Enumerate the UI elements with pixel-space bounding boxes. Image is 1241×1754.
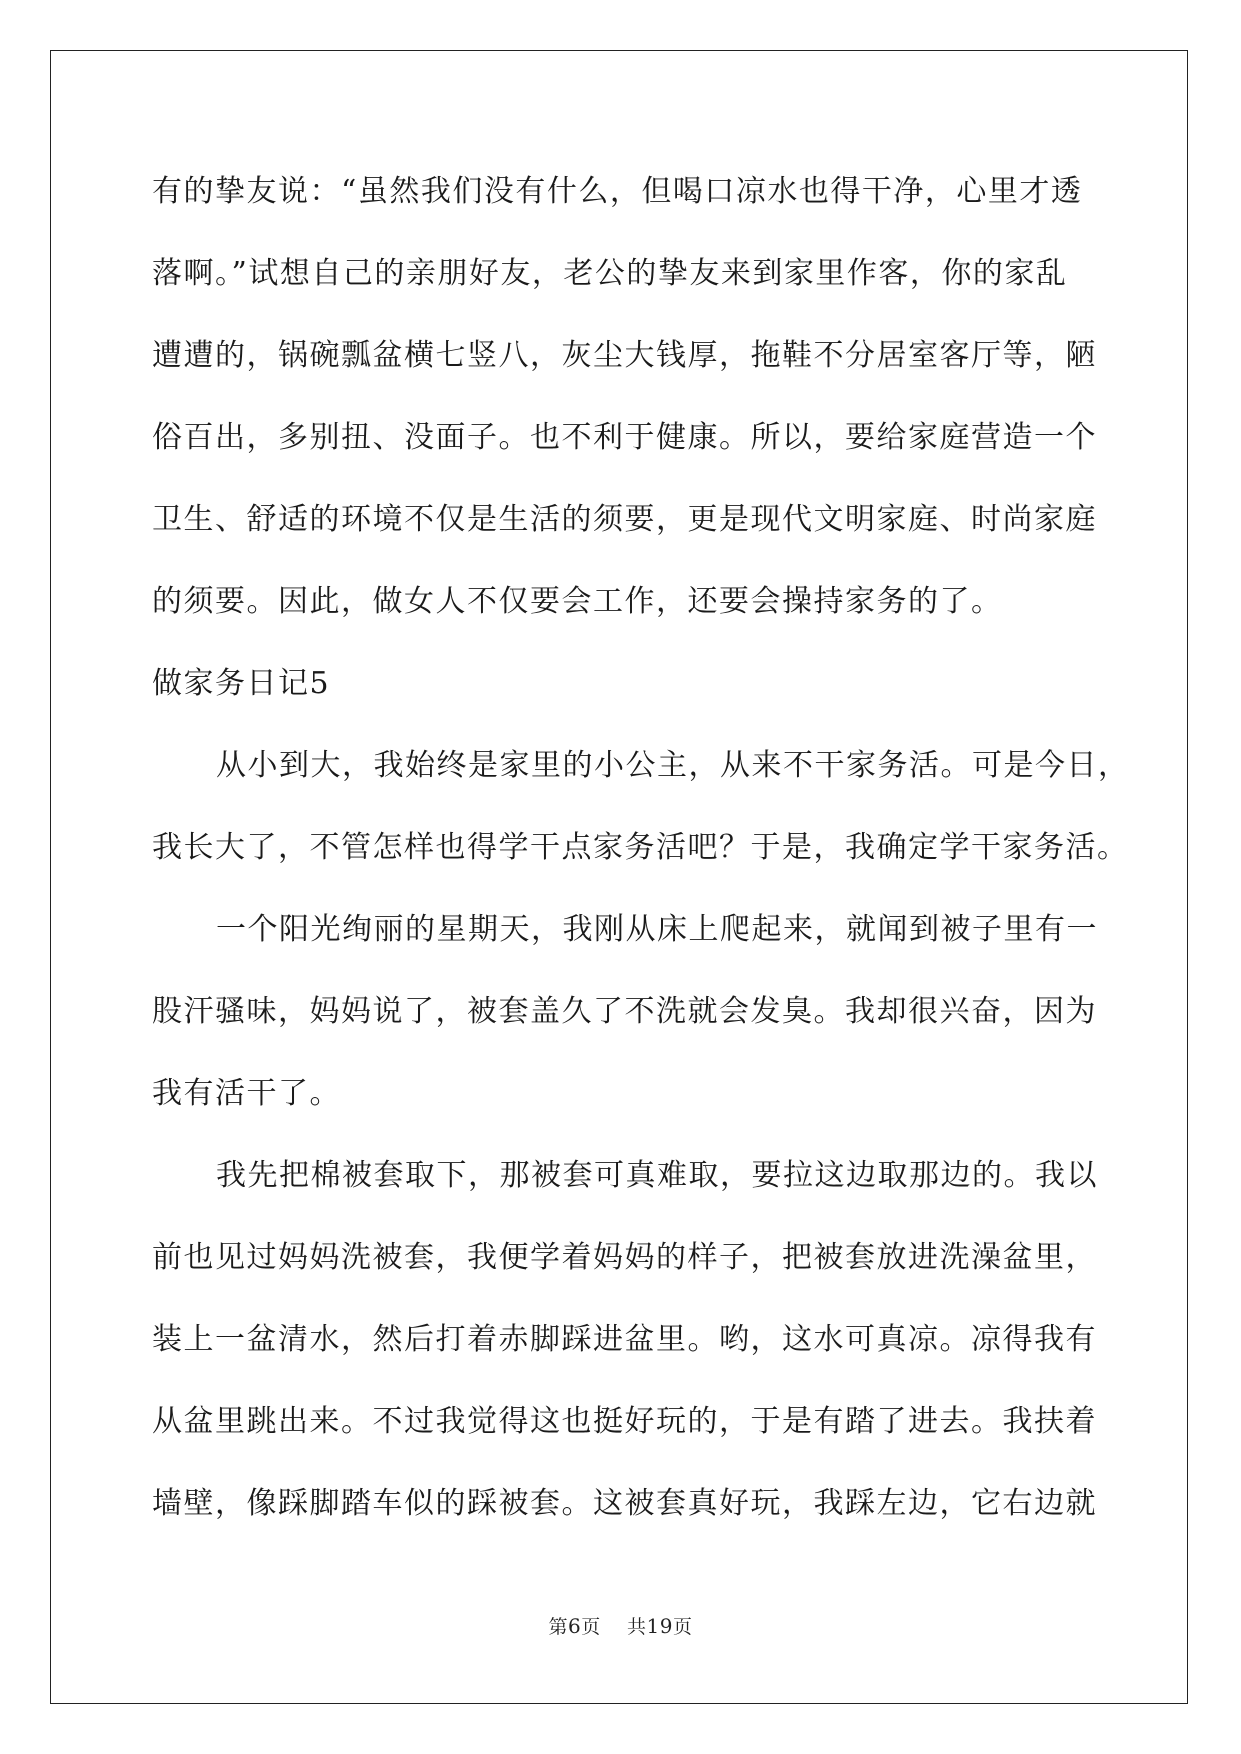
- paragraph-1: [152, 160, 1097, 652]
- paragraph-4: [152, 1144, 1098, 1554]
- text-line: 有的挚友说：“虽然我们没有什么，但喝口凉水也得干净，心里才透: [152, 174, 1083, 209]
- total-suffix: 页: [672, 1616, 693, 1638]
- text-line: 墙壁，像踩脚踏车似的踩被套。这被套真好玩，我踩左边，它右边就: [152, 1486, 1097, 1521]
- text-line: 从小到大，我始终是家里的小公主，从来不干家务活。可是今日，: [216, 748, 1130, 783]
- section-title: 做家务日记5: [152, 666, 331, 701]
- text-line: 一个阳光绚丽的星期天，我刚从床上爬起来，就闻到被子里有一: [216, 912, 1098, 947]
- text-line: 我长大了，不管怎样也得学干点家务活吧？于是，我确定学干家务活。: [152, 830, 1129, 865]
- text-line: 前也见过妈妈洗被套，我便学着妈妈的样子，把被套放进洗澡盆里，: [152, 1240, 1097, 1275]
- text-line: 我有活干了。: [152, 1076, 341, 1111]
- document-body: [152, 160, 1130, 1554]
- text-line: 装上一盆清水，然后打着赤脚踩进盆里。哟，这水可真凉。凉得我有: [152, 1322, 1097, 1357]
- total-pages: 19: [646, 1614, 673, 1638]
- page-footer: [0, 1612, 1241, 1639]
- text-line: 我先把棉被套取下，那被套可真难取，要拉这边取那边的。我以: [216, 1158, 1098, 1193]
- paragraph-3: [152, 898, 1098, 1144]
- text-line: 俗百出，多别扭、没面子。也不利于健康。所以，要给家庭营造一个: [152, 420, 1097, 455]
- text-line: 股汗骚味，妈妈说了，被套盖久了不洗就会发臭。我却很兴奋，因为: [152, 994, 1097, 1029]
- text-line: 卫生、舒适的环境不仅是生活的须要，更是现代文明家庭、时尚家庭: [152, 502, 1097, 537]
- page-suffix: 页: [581, 1616, 601, 1638]
- text-line: 落啊。”试想自己的亲朋好友，老公的挚友来到家里作客，你的家乱: [152, 256, 1068, 291]
- text-line: 的须要。因此，做女人不仅要会工作，还要会操持家务的了。: [152, 584, 1003, 619]
- page-prefix: 第: [548, 1616, 569, 1638]
- text-line: 遭遭的，锅碗瓢盆横七竖八，灰尘大钱厚，拖鞋不分居室客厅等，陋: [152, 338, 1097, 373]
- page-number: 6: [568, 1614, 582, 1638]
- text-line: 从盆里跳出来。不过我觉得这也挺好玩的，于是有踏了进去。我扶着: [152, 1404, 1097, 1439]
- total-prefix: 共: [626, 1616, 647, 1638]
- paragraph-2: [152, 734, 1130, 898]
